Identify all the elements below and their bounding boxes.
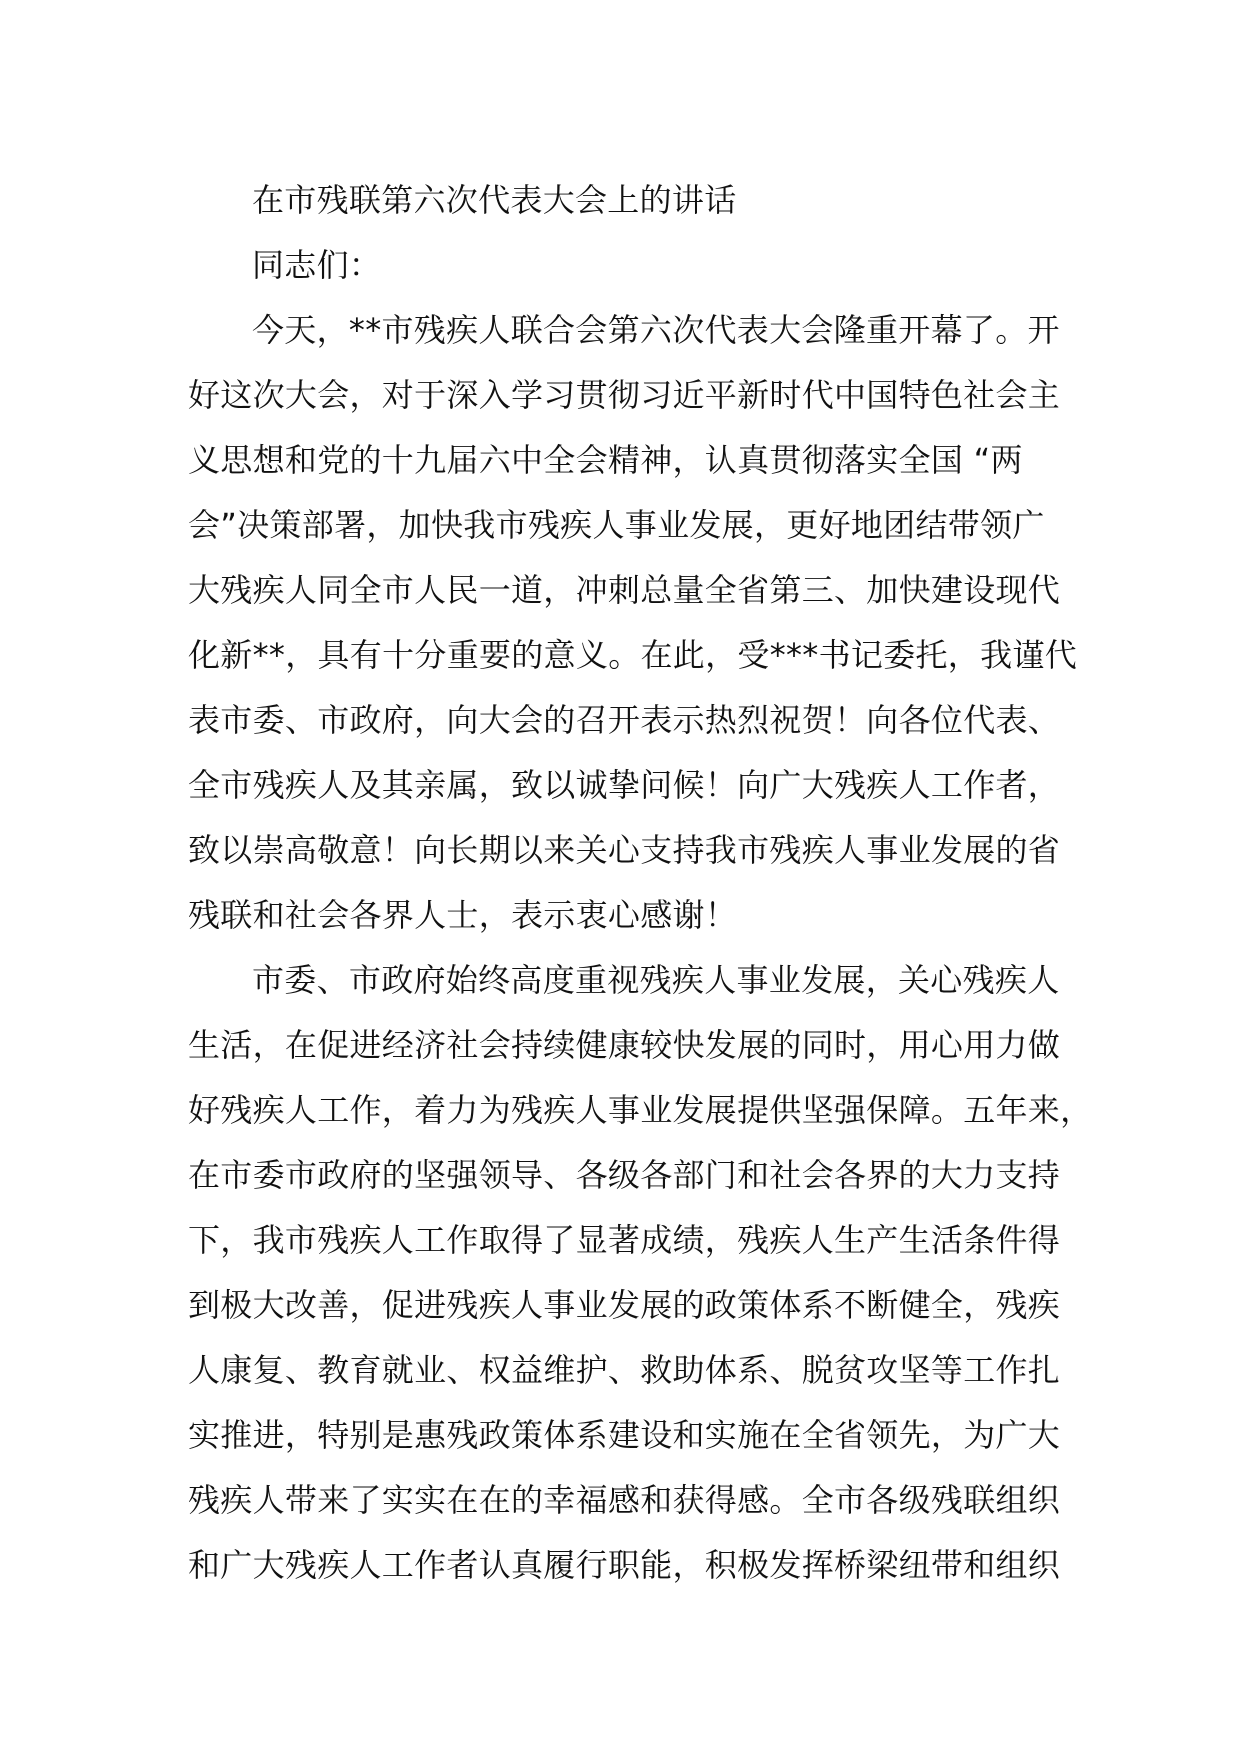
paragraph-2 [188, 948, 1093, 1598]
text-line: 到极大改善，促进残疾人事业发展的政策体系不断健全，残疾 [188, 1286, 1061, 1324]
text-line: 化新**，具有十分重要的意义。在此，受***书记委托，我谨代 [188, 636, 1078, 674]
salutation: 同志们： [252, 246, 382, 284]
text-line: 大残疾人同全市人民一道，冲刺总量全省第三、加快建设现代 [188, 571, 1061, 609]
text-line: 人康复、教育就业、权益维护、救助体系、脱贫攻坚等工作扎 [188, 1351, 1061, 1389]
text-line: 今天，**市残疾人联合会第六次代表大会隆重开幕了。开 [252, 311, 1060, 349]
text-line: 残联和社会各界人士，表示衷心感谢！ [188, 896, 738, 934]
text-line: 好这次大会，对于深入学习贯彻习近平新时代中国特色社会主 [188, 376, 1061, 414]
text-line: 市委、市政府始终高度重视残疾人事业发展，关心残疾人 [252, 961, 1060, 999]
text-line: 和广大残疾人工作者认真履行职能，积极发挥桥梁纽带和组织 [188, 1546, 1061, 1584]
text-line: 好残疾人工作，着力为残疾人事业发展提供坚强保障。五年来， [188, 1091, 1093, 1129]
text-line: 残疾人带来了实实在在的幸福感和获得感。全市各级残联组织 [188, 1481, 1061, 1519]
document-title: 在市残联第六次代表大会上的讲话 [252, 181, 737, 219]
text-line: 致以崇高敬意！向长期以来关心支持我市残疾人事业发展的省 [188, 831, 1061, 869]
text-line: 下，我市残疾人工作取得了显著成绩，残疾人生产生活条件得 [188, 1221, 1061, 1259]
text-line: 会”决策部署，加快我市残疾人事业发展，更好地团结带领广 [188, 506, 1045, 544]
text-line: 在市委市政府的坚强领导、各级各部门和社会各界的大力支持 [188, 1156, 1061, 1194]
text-line: 义思想和党的十九届六中全会精神，认真贯彻落实全国 “两 [188, 441, 1023, 479]
text-line: 表市委、市政府，向大会的召开表示热烈祝贺！向各位代表、 [188, 701, 1061, 739]
text-line: 全市残疾人及其亲属，致以诚挚问候！向广大残疾人工作者， [188, 766, 1061, 804]
document-body [188, 168, 1093, 1598]
text-line: 生活，在促进经济社会持续健康较快发展的同时，用心用力做 [188, 1026, 1061, 1064]
text-line: 实推进，特别是惠残政策体系建设和实施在全省领先，为广大 [188, 1416, 1061, 1454]
paragraph-1 [188, 298, 1078, 948]
